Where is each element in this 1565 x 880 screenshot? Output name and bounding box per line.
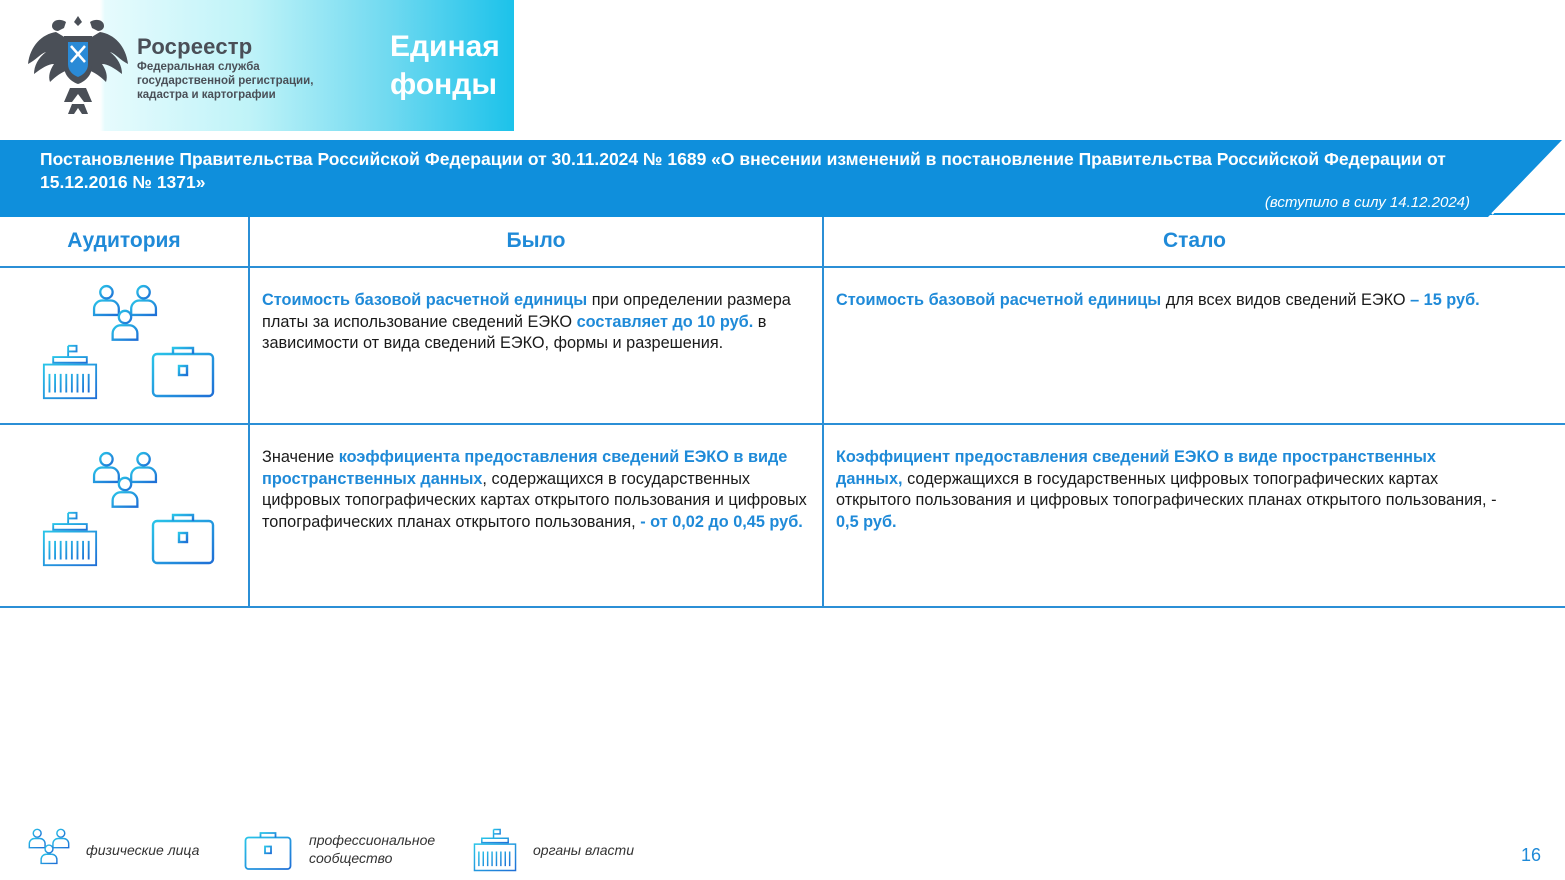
effective-date-note: (вступило в силу 14.12.2024)	[1264, 194, 1470, 211]
row2-was-cell	[262, 447, 812, 533]
audience-icons	[40, 451, 220, 571]
table-column-divider	[822, 217, 824, 608]
body-text: для всех видов сведений ЕЭКО	[1161, 291, 1411, 309]
brand-subtitle	[137, 60, 337, 102]
slide-title-line: фонды	[390, 68, 497, 101]
legend-individuals-label: физические лица	[86, 842, 200, 858]
legend-individuals-icon	[28, 828, 70, 870]
column-header-was: Было	[506, 229, 566, 252]
highlight-text: Стоимость базовой расчетной единицы	[262, 291, 588, 309]
column-header-now: Стало	[1162, 229, 1227, 252]
brand-subtitle-line: государственной регистрации,	[137, 75, 314, 87]
highlight-text: составляет до 10 руб.	[576, 312, 754, 331]
legend-professional-line: профессиональное	[309, 832, 436, 848]
table-divider	[0, 423, 1565, 425]
authorities-building-icon	[40, 344, 100, 400]
slide-title	[390, 28, 500, 104]
briefcase-icon	[150, 344, 216, 400]
body-text: Значение	[262, 448, 339, 466]
header-logo-block	[0, 0, 514, 131]
row1-was-cell	[262, 290, 810, 355]
body-text: , содержащихся в государственных цифровых топографических картах открытого пользования и цифровых топографических планах открытого пользования,	[262, 469, 807, 531]
row2-now-cell	[836, 447, 1506, 533]
decree-title: Постановление Правительства Российской Федерации от 30.11.2024 № 1689 «О внесении изменений в постановление Правительства Российской Федерации от 15.12.2016 № 1371»	[40, 149, 1446, 192]
legend-briefcase-icon	[243, 830, 293, 872]
slide-title-line: Единая	[390, 30, 500, 63]
briefcase-icon	[150, 511, 216, 567]
highlight-text: 0,5 руб.	[836, 512, 897, 531]
table-divider	[0, 606, 1565, 608]
highlight-text: - от 0,02 до 0,45 руб.	[640, 512, 803, 531]
legend-authorities-label: органы власти	[533, 842, 634, 858]
double-headed-eagle-emblem-icon	[26, 8, 130, 118]
row1-now-cell	[836, 290, 1496, 312]
brand-subtitle-line: кадастра и картографии	[137, 89, 276, 101]
legend-professional-line: сообщество	[309, 850, 393, 866]
individuals-icon	[92, 451, 158, 517]
audience-icons	[40, 284, 220, 404]
table-column-divider	[248, 217, 250, 608]
highlight-text: – 15 руб.	[1410, 291, 1480, 309]
brand-name: Росреестр	[137, 34, 253, 59]
body-text: содержащихся в государственных цифровых топографических картах открытого пользования и цифровых топографических планах открытого пользования, -	[836, 469, 1497, 509]
highlight-text: коэффициента предоставления сведений ЕЭКО в виде пространственных данных	[262, 448, 788, 488]
authorities-building-icon	[40, 511, 100, 567]
table-divider	[0, 266, 1565, 268]
legend-professional-label	[309, 831, 435, 867]
highlight-text: Стоимость базовой расчетной единицы	[836, 291, 1162, 309]
page-number: 16	[1520, 845, 1541, 865]
column-header-audience: Аудитория	[67, 229, 181, 252]
brand-subtitle-line: Федеральная служба	[137, 61, 260, 73]
individuals-icon	[92, 284, 158, 350]
highlight-text: Коэффициент предоставления сведений ЕЭКО в виде пространственных данных,	[836, 448, 1436, 488]
body-text: в зависимости от вида сведений ЕЭКО, формы и разрешения.	[262, 312, 767, 352]
body-text: при определении размера платы за использование сведений ЕЭКО	[262, 291, 791, 331]
legend-authorities-icon	[473, 828, 517, 872]
